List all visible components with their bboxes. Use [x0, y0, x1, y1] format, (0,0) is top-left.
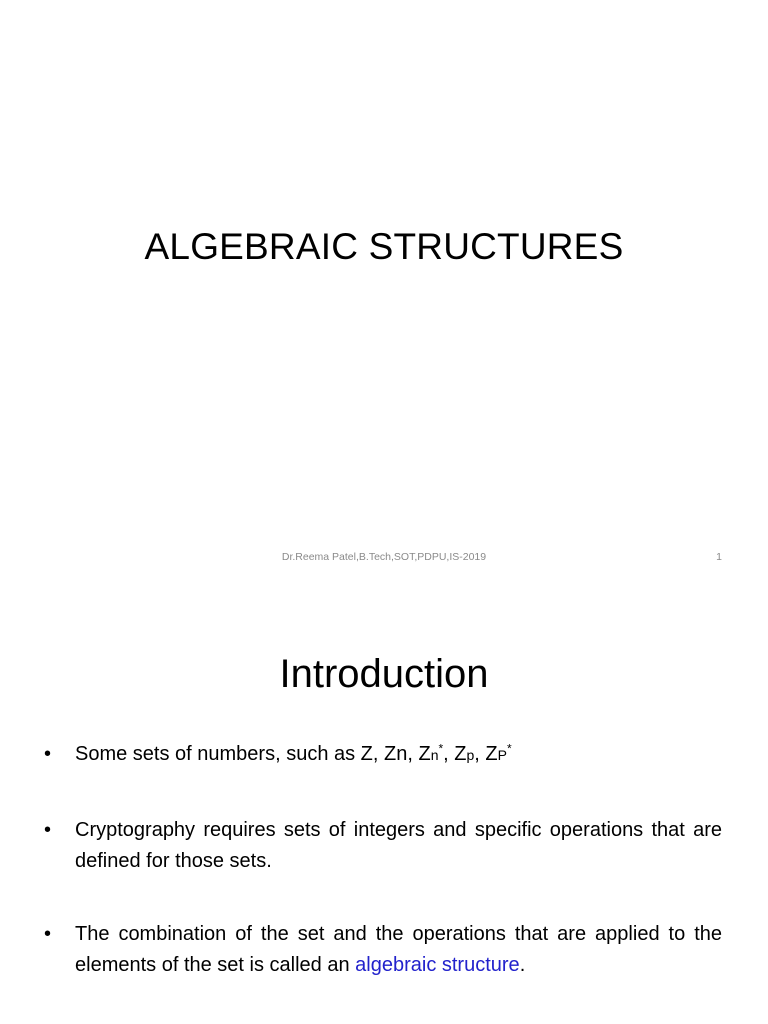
superscript-star: * [506, 741, 512, 756]
subscript-n: n [430, 747, 439, 763]
subscript-P: P [497, 747, 507, 763]
slide-number: 1 [716, 551, 722, 563]
bullet-text: Cryptography requires sets of integers and specific operations that are defined for those sets. [75, 819, 722, 872]
bullet-icon: • [44, 923, 52, 945]
bullet-item-cryptography [44, 815, 722, 877]
bullet-item-sets [44, 739, 722, 771]
subscript-p: p [466, 747, 475, 763]
bullet-item-algebraic-structure [44, 919, 722, 981]
bullet-icon: • [44, 743, 52, 765]
bullet-icon: • [44, 819, 52, 841]
slide-footer: Dr.Reema Patel,B.Tech,SOT,PDPU,IS-2019 [281, 551, 487, 563]
slide-2 [0, 576, 768, 1024]
bullet-text: The combination of the set and the operations that are applied to the elements of the set is called an [75, 923, 722, 976]
bullet-list [44, 739, 722, 981]
intro-title: Introduction [279, 652, 489, 696]
bullet-text: . [519, 954, 526, 976]
bullet-text: Some sets of numbers, such as Z, Zn, Z [75, 743, 431, 765]
slide-title: ALGEBRAIC STRUCTURES [144, 226, 624, 267]
bullet-text: , Z [443, 743, 467, 765]
bullet-text: , Z [474, 743, 498, 765]
superscript-star: * [438, 741, 444, 756]
highlight-term: algebraic structure [355, 954, 520, 976]
